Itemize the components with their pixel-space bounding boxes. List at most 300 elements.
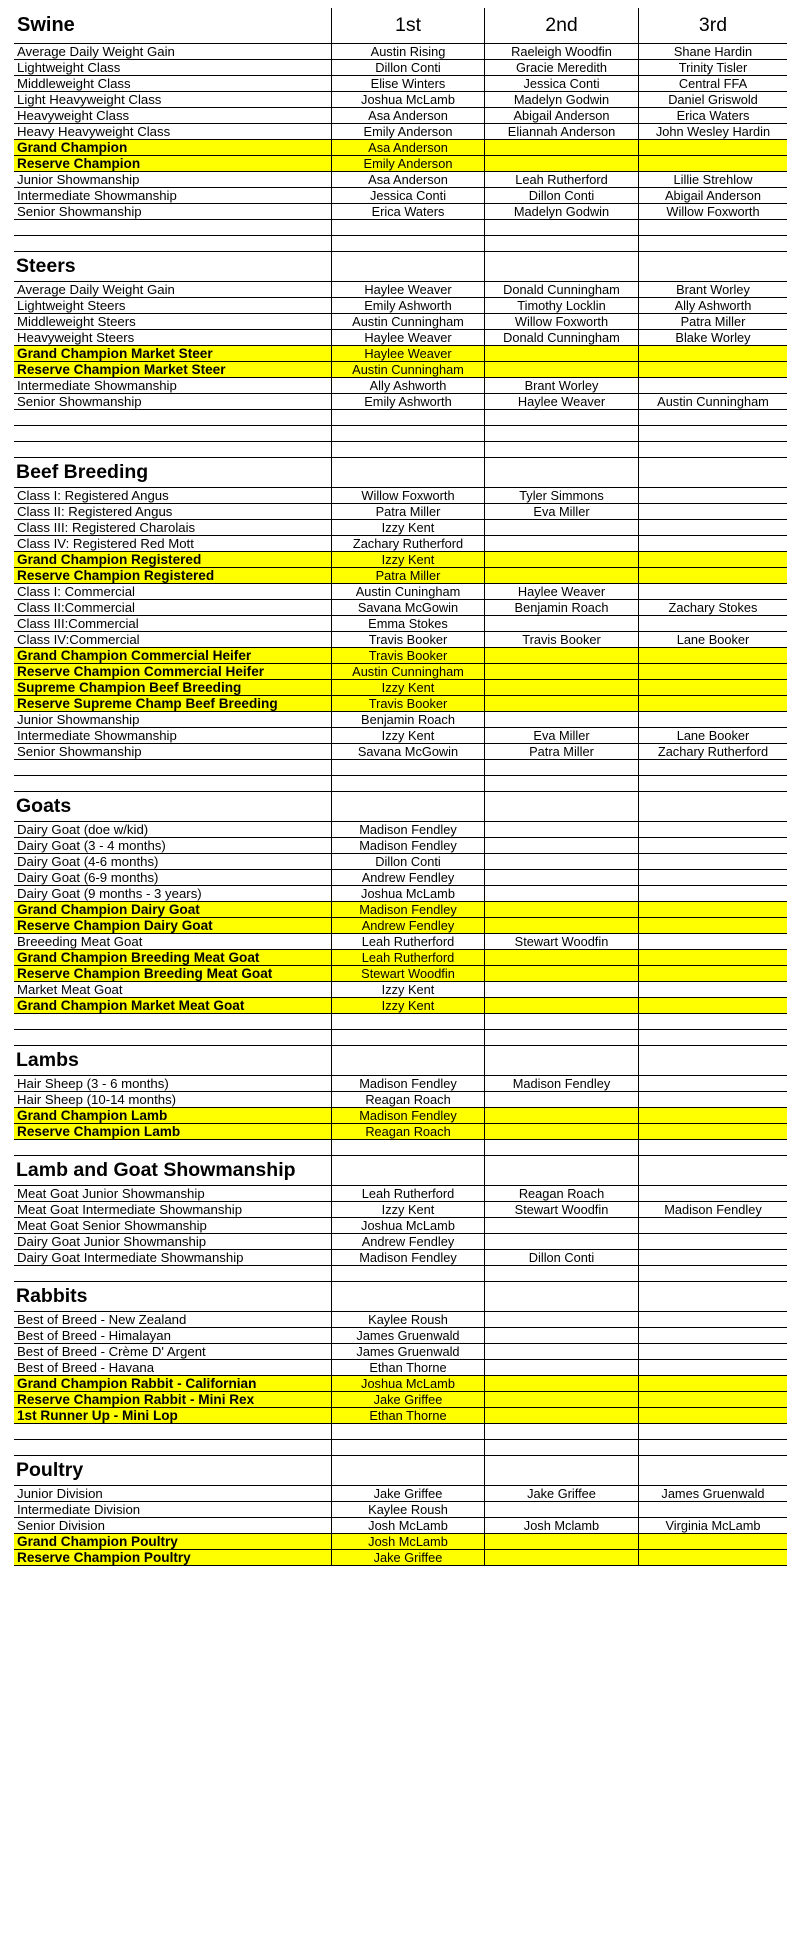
second-place-winner: Raeleigh Woodfin — [484, 44, 638, 59]
first-place-winner: Emma Stokes — [331, 616, 484, 631]
empty-cell — [484, 1440, 638, 1455]
third-place-winner — [638, 1376, 787, 1391]
award-class-label: Grand Champion Rabbit - Californian — [14, 1376, 331, 1391]
second-place-winner — [484, 1218, 638, 1233]
second-place-winner: Stewart Woodfin — [484, 1202, 638, 1217]
award-class-label: Middleweight Class — [17, 76, 131, 91]
first-place-winner: Travis Booker — [331, 648, 484, 663]
empty-cell — [14, 410, 331, 425]
empty-cell — [638, 1140, 787, 1155]
third-place-winner — [638, 1124, 787, 1139]
first-place-winner: Ethan Thorne — [331, 1360, 484, 1375]
empty-cell — [331, 426, 484, 441]
award-row — [14, 536, 787, 552]
first-place-winner: Ally Ashworth — [331, 378, 484, 393]
second-place-winner — [484, 552, 638, 567]
award-class-label: Meat Goat Junior Showmanship — [17, 1186, 205, 1201]
empty-cell — [638, 1046, 787, 1075]
empty-cell — [331, 792, 484, 821]
third-place-winner — [638, 982, 787, 997]
award-row-highlighted — [14, 568, 787, 584]
first-place-winner: Madison Fendley — [331, 1076, 484, 1091]
third-place-winner — [638, 902, 787, 917]
column-header-third: 3rd — [638, 8, 787, 43]
section-header-row — [14, 458, 787, 488]
award-row — [14, 822, 787, 838]
second-place-winner: Haylee Weaver — [484, 584, 638, 599]
third-place-winner: Shane Hardin — [638, 44, 787, 59]
award-row — [14, 1328, 787, 1344]
award-row — [14, 108, 787, 124]
award-row — [14, 1344, 787, 1360]
empty-cell — [638, 1456, 787, 1485]
empty-cell — [14, 1030, 331, 1045]
award-class-label: Class I: Registered Angus — [17, 488, 169, 503]
award-row-highlighted — [14, 1550, 787, 1566]
first-place-winner: Austin Cunningham — [331, 664, 484, 679]
award-row-highlighted — [14, 918, 787, 934]
section-header-row — [14, 792, 787, 822]
second-place-winner: Donald Cunningham — [484, 282, 638, 297]
award-class-label: Reserve Champion Market Steer — [14, 362, 331, 377]
third-place-winner — [638, 616, 787, 631]
award-row-highlighted — [14, 664, 787, 680]
award-row — [14, 378, 787, 394]
empty-cell — [638, 792, 787, 821]
empty-cell — [638, 1266, 787, 1281]
award-row — [14, 60, 787, 76]
first-place-winner: Ethan Thorne — [331, 1408, 484, 1423]
first-place-winner: Travis Booker — [331, 696, 484, 711]
award-row — [14, 632, 787, 648]
third-place-winner — [638, 822, 787, 837]
blank-row — [14, 1014, 787, 1030]
section-title: Goats — [16, 795, 72, 817]
second-place-winner: Stewart Woodfin — [484, 934, 638, 949]
second-place-winner — [484, 520, 638, 535]
second-place-winner: Gracie Meredith — [484, 60, 638, 75]
first-place-winner: Austin Rising — [331, 44, 484, 59]
first-place-winner: Austin Cuningham — [331, 584, 484, 599]
award-class-label: Heavyweight Steers — [17, 330, 135, 345]
second-place-winner: Benjamin Roach — [484, 600, 638, 615]
empty-cell — [484, 426, 638, 441]
second-place-winner — [484, 1392, 638, 1407]
second-place-winner — [484, 1234, 638, 1249]
first-place-winner: Jake Griffee — [331, 1550, 484, 1565]
award-row-highlighted — [14, 140, 787, 156]
award-class-label: Grand Champion Lamb — [14, 1108, 331, 1123]
first-place-winner: Stewart Woodfin — [331, 966, 484, 981]
third-place-winner — [638, 536, 787, 551]
second-place-winner: Timothy Locklin — [484, 298, 638, 313]
first-place-winner: Jessica Conti — [331, 188, 484, 203]
section-header-row — [14, 1156, 787, 1186]
award-class-label: Class II: Registered Angus — [17, 504, 173, 519]
second-place-winner — [484, 950, 638, 965]
award-row-highlighted — [14, 966, 787, 982]
third-place-winner — [638, 1328, 787, 1343]
second-place-winner — [484, 712, 638, 727]
second-place-winner — [484, 696, 638, 711]
first-place-winner: Leah Rutherford — [331, 1186, 484, 1201]
award-class-label: Senior Showmanship — [17, 394, 142, 409]
second-place-winner — [484, 1328, 638, 1343]
third-place-winner — [638, 854, 787, 869]
award-row-highlighted — [14, 950, 787, 966]
second-place-winner: Jake Griffee — [484, 1486, 638, 1501]
second-place-winner: Donald Cunningham — [484, 330, 638, 345]
award-class-label: Dairy Goat Junior Showmanship — [17, 1234, 207, 1249]
empty-cell — [331, 442, 484, 457]
second-place-winner: Eva Miller — [484, 504, 638, 519]
award-row — [14, 854, 787, 870]
award-row — [14, 520, 787, 536]
blank-row — [14, 1440, 787, 1456]
award-class-label: Senior Showmanship — [17, 744, 142, 759]
first-place-winner: Madison Fendley — [331, 822, 484, 837]
second-place-winner — [484, 1312, 638, 1327]
first-place-winner: Haylee Weaver — [331, 346, 484, 361]
first-place-winner: Izzy Kent — [331, 680, 484, 695]
third-place-winner: Lillie Strehlow — [638, 172, 787, 187]
first-place-winner: Joshua McLamb — [331, 886, 484, 901]
blank-row — [14, 776, 787, 792]
first-place-winner: Andrew Fendley — [331, 1234, 484, 1249]
third-place-winner — [638, 1234, 787, 1249]
award-class-label: Dairy Goat (6-9 months) — [17, 870, 159, 885]
third-place-winner — [638, 1108, 787, 1123]
award-class-label: Grand Champion Poultry — [14, 1534, 331, 1549]
empty-cell — [484, 1456, 638, 1485]
award-class-label: Reserve Champion Commercial Heifer — [14, 664, 331, 679]
first-place-winner: Asa Anderson — [331, 140, 484, 155]
section-header-row — [14, 1282, 787, 1312]
blank-row — [14, 236, 787, 252]
first-place-winner: Madison Fendley — [331, 902, 484, 917]
third-place-winner — [638, 838, 787, 853]
third-place-winner: Central FFA — [638, 76, 787, 91]
second-place-winner: Madelyn Godwin — [484, 204, 638, 219]
award-row — [14, 982, 787, 998]
empty-cell — [638, 1014, 787, 1029]
third-place-winner — [638, 504, 787, 519]
blank-row — [14, 1424, 787, 1440]
first-place-winner: James Gruenwald — [331, 1344, 484, 1359]
first-place-winner: Asa Anderson — [331, 108, 484, 123]
empty-cell — [484, 236, 638, 251]
first-place-winner: Zachary Rutherford — [331, 536, 484, 551]
award-row-highlighted — [14, 648, 787, 664]
first-place-winner: Travis Booker — [331, 632, 484, 647]
second-place-winner — [484, 998, 638, 1013]
award-row — [14, 1234, 787, 1250]
third-place-winner: John Wesley Hardin — [638, 124, 787, 139]
award-row — [14, 744, 787, 760]
second-place-winner: Madelyn Godwin — [484, 92, 638, 107]
third-place-winner: Brant Worley — [638, 282, 787, 297]
third-place-winner — [638, 362, 787, 377]
empty-cell — [484, 1014, 638, 1029]
first-place-winner: Jake Griffee — [331, 1486, 484, 1501]
award-row — [14, 282, 787, 298]
award-row — [14, 204, 787, 220]
third-place-winner — [638, 998, 787, 1013]
first-place-winner: Willow Foxworth — [331, 488, 484, 503]
empty-cell — [638, 1282, 787, 1311]
second-place-winner — [484, 568, 638, 583]
award-class-label: Class I: Commercial — [17, 584, 135, 599]
empty-cell — [638, 252, 787, 281]
first-place-winner: James Gruenwald — [331, 1328, 484, 1343]
award-row — [14, 584, 787, 600]
award-class-label: Best of Breed - Havana — [17, 1360, 155, 1375]
first-place-winner: Joshua McLamb — [331, 1376, 484, 1391]
first-place-winner: Savana McGowin — [331, 600, 484, 615]
empty-cell — [638, 426, 787, 441]
award-row — [14, 616, 787, 632]
second-place-winner — [484, 870, 638, 885]
empty-cell — [331, 220, 484, 235]
third-place-winner — [638, 378, 787, 393]
empty-cell — [14, 1440, 331, 1455]
second-place-winner — [484, 1376, 638, 1391]
second-place-winner: Travis Booker — [484, 632, 638, 647]
second-place-winner — [484, 1534, 638, 1549]
second-place-winner — [484, 362, 638, 377]
blank-row — [14, 1140, 787, 1156]
third-place-winner: Madison Fendley — [638, 1202, 787, 1217]
first-place-winner: Emily Ashworth — [331, 298, 484, 313]
third-place-winner — [638, 934, 787, 949]
award-class-label: Best of Breed - Himalayan — [17, 1328, 171, 1343]
award-class-label: Class III: Registered Charolais — [17, 520, 196, 535]
award-class-label: Dairy Goat (3 - 4 months) — [17, 838, 166, 853]
award-row — [14, 1202, 787, 1218]
empty-cell — [484, 1156, 638, 1185]
award-row — [14, 870, 787, 886]
award-row — [14, 1518, 787, 1534]
second-place-winner — [484, 854, 638, 869]
first-place-winner: Joshua McLamb — [331, 92, 484, 107]
award-class-label: Reserve Champion — [14, 156, 331, 171]
first-place-winner: Dillon Conti — [331, 60, 484, 75]
second-place-winner: Patra Miller — [484, 744, 638, 759]
third-place-winner: Lane Booker — [638, 728, 787, 743]
first-place-winner: Madison Fendley — [331, 1250, 484, 1265]
third-place-winner — [638, 1186, 787, 1201]
first-place-winner: Izzy Kent — [331, 552, 484, 567]
third-place-winner — [638, 1218, 787, 1233]
second-place-winner — [484, 982, 638, 997]
empty-cell — [638, 1030, 787, 1045]
first-place-winner: Leah Rutherford — [331, 934, 484, 949]
award-class-label: Dairy Goat (4-6 months) — [17, 854, 159, 869]
empty-cell — [638, 1440, 787, 1455]
award-class-label: Grand Champion Market Steer — [14, 346, 331, 361]
award-class-label: Best of Breed - New Zealand — [17, 1312, 187, 1327]
empty-cell — [14, 220, 331, 235]
empty-cell — [484, 1030, 638, 1045]
third-place-winner: James Gruenwald — [638, 1486, 787, 1501]
second-place-winner — [484, 1502, 638, 1517]
first-place-winner: Madison Fendley — [331, 838, 484, 853]
award-class-label: Reserve Champion Dairy Goat — [14, 918, 331, 933]
first-place-winner: Izzy Kent — [331, 982, 484, 997]
award-row — [14, 1250, 787, 1266]
third-place-winner — [638, 664, 787, 679]
third-place-winner: Abigail Anderson — [638, 188, 787, 203]
section-header-row — [14, 252, 787, 282]
second-place-winner: Brant Worley — [484, 378, 638, 393]
second-place-winner — [484, 1360, 638, 1375]
award-class-label: Average Daily Weight Gain — [17, 282, 175, 297]
third-place-winner — [638, 918, 787, 933]
second-place-winner — [484, 1550, 638, 1565]
third-place-winner — [638, 712, 787, 727]
third-place-winner — [638, 1550, 787, 1565]
third-place-winner: Trinity Tisler — [638, 60, 787, 75]
award-row — [14, 314, 787, 330]
third-place-winner — [638, 1360, 787, 1375]
award-row-highlighted — [14, 902, 787, 918]
empty-cell — [638, 1156, 787, 1185]
award-class-label: Reserve Supreme Champ Beef Breeding — [14, 696, 331, 711]
empty-cell — [14, 442, 331, 457]
first-place-winner: Patra Miller — [331, 568, 484, 583]
first-place-winner: Haylee Weaver — [331, 330, 484, 345]
award-row — [14, 124, 787, 140]
award-class-label: Reserve Champion Poultry — [14, 1550, 331, 1565]
award-class-label: Meat Goat Intermediate Showmanship — [17, 1202, 243, 1217]
award-row-highlighted — [14, 362, 787, 378]
second-place-winner — [484, 822, 638, 837]
award-class-label: Senior Showmanship — [17, 204, 142, 219]
second-place-winner: Willow Foxworth — [484, 314, 638, 329]
award-row — [14, 1360, 787, 1376]
third-place-winner: Virginia McLamb — [638, 1518, 787, 1533]
empty-cell — [638, 458, 787, 487]
award-row — [14, 1076, 787, 1092]
award-class-label: Class IV:Commercial — [17, 632, 140, 647]
award-row — [14, 76, 787, 92]
award-row — [14, 1486, 787, 1502]
empty-cell — [331, 1030, 484, 1045]
third-place-winner — [638, 1408, 787, 1423]
award-row-highlighted — [14, 1408, 787, 1424]
third-place-winner — [638, 568, 787, 583]
award-row — [14, 1092, 787, 1108]
empty-cell — [484, 760, 638, 775]
award-class-label: Grand Champion Market Meat Goat — [14, 998, 331, 1013]
second-place-winner: Eva Miller — [484, 728, 638, 743]
blank-row — [14, 442, 787, 458]
award-class-label: Market Meat Goat — [17, 982, 123, 997]
empty-cell — [14, 1424, 331, 1439]
third-place-winner — [638, 140, 787, 155]
first-place-winner: Patra Miller — [331, 504, 484, 519]
award-row-highlighted — [14, 1376, 787, 1392]
award-class-label: Senior Division — [17, 1518, 105, 1533]
award-row — [14, 886, 787, 902]
section-title: Steers — [16, 255, 76, 277]
award-class-label: Hair Sheep (3 - 6 months) — [17, 1076, 169, 1091]
award-row — [14, 172, 787, 188]
empty-cell — [484, 1424, 638, 1439]
award-row-highlighted — [14, 1534, 787, 1550]
first-place-winner: Izzy Kent — [331, 1202, 484, 1217]
first-place-winner: Austin Cunningham — [331, 314, 484, 329]
empty-cell — [484, 442, 638, 457]
award-class-label: Dairy Goat (doe w/kid) — [17, 822, 149, 837]
first-place-winner: Kaylee Roush — [331, 1312, 484, 1327]
first-place-winner: Benjamin Roach — [331, 712, 484, 727]
second-place-winner — [484, 536, 638, 551]
empty-cell — [484, 220, 638, 235]
second-place-winner: Dillon Conti — [484, 1250, 638, 1265]
empty-cell — [484, 410, 638, 425]
empty-cell — [331, 236, 484, 251]
empty-cell — [14, 776, 331, 791]
first-place-winner: Emily Ashworth — [331, 394, 484, 409]
award-row — [14, 188, 787, 204]
second-place-winner — [484, 680, 638, 695]
second-place-winner: Josh Mclamb — [484, 1518, 638, 1533]
section-header-row — [14, 1046, 787, 1076]
third-place-winner — [638, 870, 787, 885]
third-place-winner — [638, 1076, 787, 1091]
award-row-highlighted — [14, 1108, 787, 1124]
blank-row — [14, 410, 787, 426]
award-row-highlighted — [14, 696, 787, 712]
second-place-winner — [484, 1108, 638, 1123]
award-class-label: Meat Goat Senior Showmanship — [17, 1218, 207, 1233]
award-row — [14, 600, 787, 616]
first-place-winner: Kaylee Roush — [331, 1502, 484, 1517]
second-place-winner: Leah Rutherford — [484, 172, 638, 187]
third-place-winner: Ally Ashworth — [638, 298, 787, 313]
first-place-winner: Haylee Weaver — [331, 282, 484, 297]
award-row — [14, 728, 787, 744]
empty-cell — [14, 236, 331, 251]
empty-cell — [484, 458, 638, 487]
award-class-label: Reserve Champion Breeding Meat Goat — [14, 966, 331, 981]
award-class-label: Lightweight Class — [17, 60, 121, 75]
award-row — [14, 298, 787, 314]
first-place-winner: Izzy Kent — [331, 728, 484, 743]
award-class-label: Grand Champion Commercial Heifer — [14, 648, 331, 663]
first-place-winner: Izzy Kent — [331, 998, 484, 1013]
column-header-first: 1st — [331, 8, 484, 43]
first-place-winner: Izzy Kent — [331, 520, 484, 535]
empty-cell — [14, 1140, 331, 1155]
award-class-label: Class IV: Registered Red Mott — [17, 536, 194, 551]
empty-cell — [484, 776, 638, 791]
empty-cell — [484, 1282, 638, 1311]
second-place-winner: Madison Fendley — [484, 1076, 638, 1091]
empty-cell — [638, 220, 787, 235]
empty-cell — [638, 1424, 787, 1439]
second-place-winner — [484, 1408, 638, 1423]
third-place-winner — [638, 696, 787, 711]
second-place-winner — [484, 156, 638, 171]
award-class-label: Intermediate Showmanship — [17, 378, 177, 393]
third-place-winner: Zachary Rutherford — [638, 744, 787, 759]
third-place-winner: Willow Foxworth — [638, 204, 787, 219]
empty-cell — [14, 1014, 331, 1029]
second-place-winner: Dillon Conti — [484, 188, 638, 203]
third-place-winner — [638, 1092, 787, 1107]
